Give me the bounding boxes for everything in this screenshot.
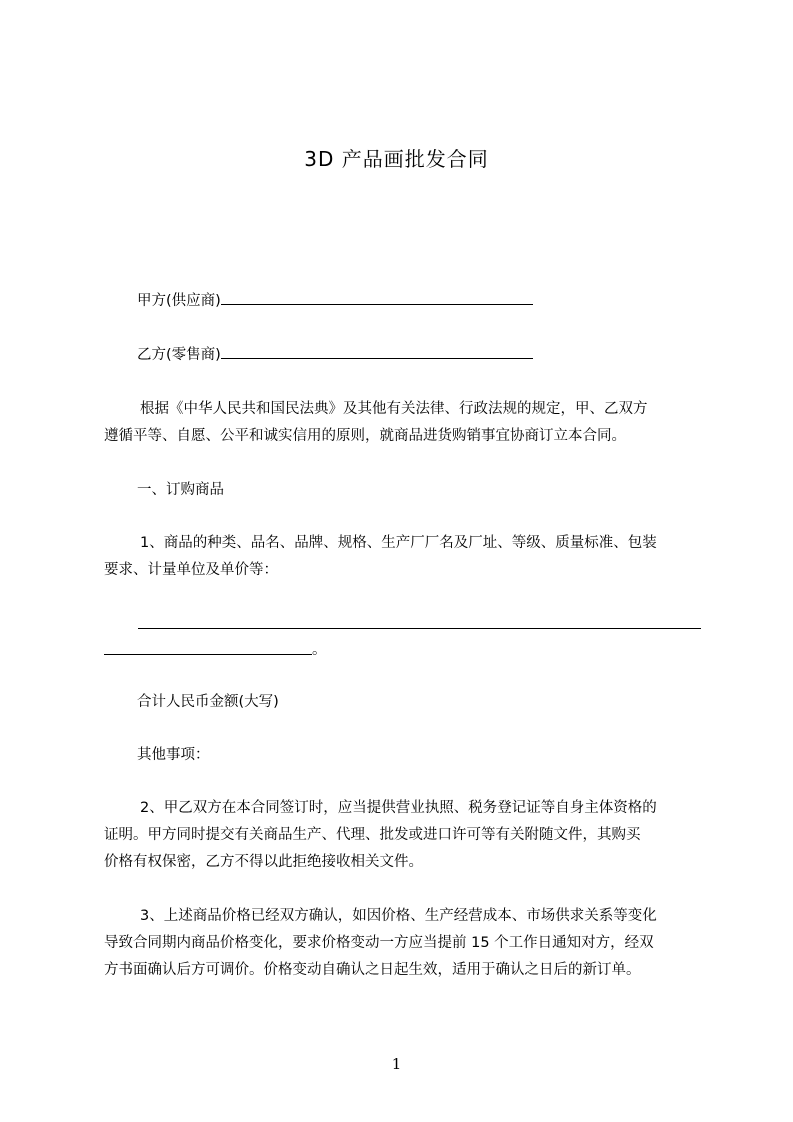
intro-line-2: 遵循平等、自愿、公平和诚实信用的原则，就商品进货购销事宜协商订立本合同。 [104, 428, 626, 444]
other-matters-label: 其他事项： [137, 747, 210, 763]
clause-2-line-1: 2、甲乙双方在本合同签订时，应当提供营业执照、税务登记证等自身主体资格的 [140, 800, 657, 816]
party-b-line [137, 344, 533, 365]
clause-3-line-1: 3、上述商品价格已经双方确认，如因价格、生产经营成本、市场供求关系等变化 [140, 908, 657, 924]
intro-line-1: 根据《中华人民共和国民法典》及其他有关法律、行政法规的规定，甲、乙双方 [140, 401, 648, 417]
party-b-label: 乙方(零售商) [137, 347, 221, 363]
product-details-blank-line-2[interactable] [104, 654, 312, 655]
section-1-heading: 一、订购商品 [137, 482, 224, 498]
product-details-blank-line-1[interactable] [138, 628, 701, 629]
party-a-blank[interactable] [221, 290, 533, 305]
party-b-blank[interactable] [221, 344, 533, 359]
fill-end-mark: 。 [312, 642, 327, 658]
clause-2-line-3: 价格有权保密，乙方不得以此拒绝接收相关文件。 [104, 854, 423, 870]
total-amount-label: 合计人民币金额(大写) [137, 694, 279, 710]
party-a-line [137, 290, 533, 311]
document-title: 3D 产品画批发合同 [304, 147, 489, 171]
page-number: 1 [391, 1055, 402, 1073]
party-a-label: 甲方(供应商) [137, 293, 221, 309]
clause-1-line-2: 要求、计量单位及单价等： [104, 562, 278, 578]
clause-3-line-2: 导致合同期内商品价格变化，要求价格变动一方应当提前 15 个工作日通知对方，经双 [104, 935, 654, 951]
clause-1-line-1: 1、商品的种类、品名、品牌、规格、生产厂厂名及厂址、等级、质量标准、包装 [140, 535, 657, 551]
clause-3-line-3: 方书面确认后方可调价。价格变动自确认之日起生效，适用于确认之日后的新订单。 [104, 962, 641, 978]
clause-2-line-2: 证明。甲方同时提交有关商品生产、代理、批发或进口许可等有关附随文件，其购买 [104, 827, 641, 843]
